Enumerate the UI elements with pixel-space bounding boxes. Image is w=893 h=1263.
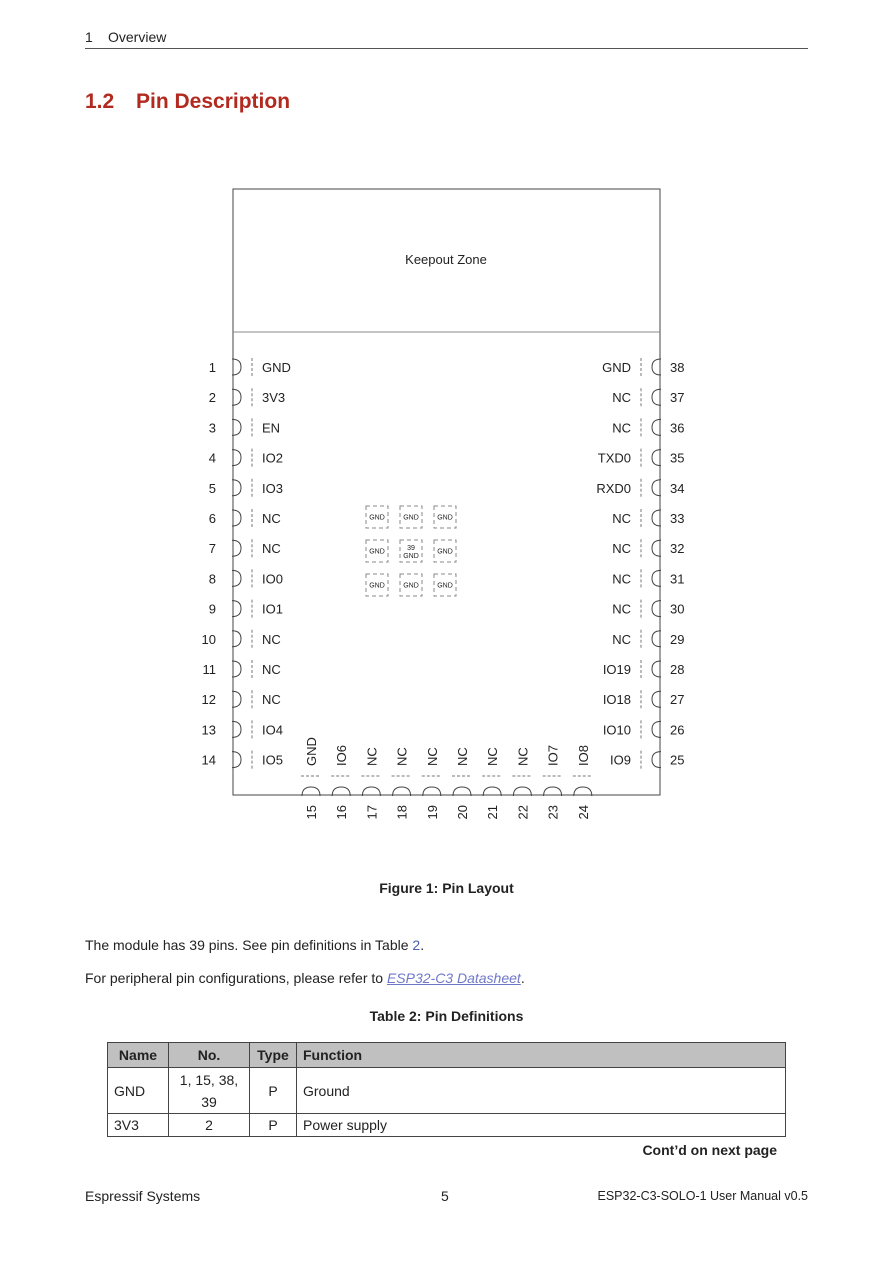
left-pin-number: 6 <box>208 511 216 526</box>
paragraph-text: The module has 39 pins. See pin definitions in Table <box>85 937 413 953</box>
thermal-pad-label: GND <box>437 548 453 556</box>
cell-no <box>169 1068 250 1114</box>
table-header-row <box>108 1043 786 1068</box>
right-pin-number: 30 <box>670 601 685 617</box>
bottom-pin-number: 15 <box>304 805 319 820</box>
thermal-pad-label: GND <box>369 582 385 590</box>
footer-company: Espressif Systems <box>85 1188 201 1204</box>
left-pin-number: 11 <box>202 662 216 677</box>
thermal-pad-label: 39 <box>407 545 415 552</box>
footer-document-title: ESP32-C3-SOLO-1 User Manual v0.5 <box>597 1189 808 1203</box>
header-chapter-number: 1 <box>85 29 93 45</box>
left-pin-name: IO2 <box>262 450 283 466</box>
right-pin-number: 31 <box>670 571 685 587</box>
left-pin-name: IO4 <box>262 722 283 738</box>
right-pin-name: GND <box>602 360 631 375</box>
left-pin-name: IO0 <box>262 571 283 587</box>
right-pin-name: NC <box>612 511 631 526</box>
bottom-pin-name: IO6 <box>334 745 350 766</box>
right-pin-name: NC <box>612 631 631 647</box>
left-pin-number: 7 <box>208 541 216 557</box>
cell-name: GND <box>108 1068 169 1114</box>
cell-type: P <box>250 1068 297 1114</box>
left-pin-name: NC <box>262 662 281 677</box>
right-pin-name: IO9 <box>610 752 631 768</box>
thermal-pad-label: GND <box>437 582 453 590</box>
bottom-pin-name: NC <box>364 747 380 766</box>
table-caption: Table 2: Pin Definitions <box>369 1008 524 1024</box>
bottom-pin-number: 17 <box>364 805 380 820</box>
datasheet-link[interactable]: ESP32-C3 Datasheet <box>386 970 521 986</box>
cell-no-line: 39 <box>201 1093 217 1110</box>
left-pin-number: 5 <box>208 480 216 496</box>
bottom-pin-name: NC <box>394 747 410 766</box>
right-pin-name: NC <box>612 571 631 587</box>
bottom-pin-name: NC <box>424 747 440 766</box>
left-pin-name: NC <box>262 692 281 708</box>
header-chapter-title: Overview <box>108 29 167 45</box>
thermal-pad-label: GND <box>369 548 385 556</box>
bottom-pin-name: IO8 <box>575 745 591 766</box>
left-pin-name: IO5 <box>262 752 283 768</box>
right-pin-number: 37 <box>670 390 685 406</box>
left-pin-name: NC <box>262 511 281 526</box>
column-header-function: Function <box>297 1043 786 1068</box>
left-pin-name: NC <box>262 631 281 647</box>
table-row <box>108 1114 786 1137</box>
bottom-pin-name: IO7 <box>545 745 561 766</box>
bottom-pin-number: 19 <box>424 805 440 820</box>
left-pin-number: 4 <box>208 450 216 466</box>
right-pin-name: IO18 <box>602 692 631 708</box>
left-pin-number: 8 <box>208 571 216 587</box>
right-pin-name: NC <box>612 541 631 557</box>
right-pin-name: IO19 <box>602 662 631 677</box>
paragraph-pin-count <box>85 937 424 953</box>
left-pin-number: 3 <box>208 420 216 436</box>
left-pin-number: 13 <box>201 722 216 738</box>
right-pin-number: 28 <box>670 662 685 677</box>
thermal-pad-label: GND <box>369 514 385 522</box>
paragraph-peripheral-config <box>85 970 525 986</box>
right-pin-name: TXD0 <box>597 450 631 466</box>
section-title: Pin Description <box>136 90 291 113</box>
paragraph-text: For peripheral pin configurations, please refer to <box>85 970 387 986</box>
bottom-pin-number: 24 <box>575 805 591 820</box>
left-pin-number: 12 <box>201 692 216 708</box>
left-pin-name: IO3 <box>262 480 283 496</box>
right-pin-number: 38 <box>670 360 685 375</box>
paragraph-text-end: . <box>520 970 525 986</box>
bottom-pin-number: 18 <box>394 805 410 820</box>
thermal-pad-label: GND <box>437 514 453 522</box>
pin-definitions-table <box>107 1042 786 1137</box>
right-pin-number: 29 <box>670 631 685 647</box>
column-header-type: Type <box>250 1043 297 1068</box>
left-pin-number: 1 <box>208 360 216 375</box>
bottom-pin-number: 23 <box>545 805 561 820</box>
right-pin-number: 33 <box>670 511 685 526</box>
cell-type: P <box>250 1114 297 1137</box>
right-pin-name: NC <box>612 420 631 436</box>
left-pin-number: 9 <box>208 601 216 617</box>
right-pin-number: 27 <box>670 692 685 708</box>
cell-no: 2 <box>169 1114 250 1137</box>
right-pin-number: 34 <box>670 480 685 496</box>
left-pin-name: 3V3 <box>262 390 286 406</box>
thermal-pad-label: GND <box>403 582 419 590</box>
footer-page-number: 5 <box>441 1188 449 1204</box>
table-row <box>108 1068 786 1114</box>
cell-function: Power supply <box>297 1114 786 1137</box>
bottom-pin-name: NC <box>455 747 470 766</box>
cell-no-line: 1, 15, 38, <box>179 1071 239 1088</box>
bottom-pin-name: GND <box>304 737 319 766</box>
left-pin-name: GND <box>262 360 291 375</box>
bottom-pin-number: 22 <box>515 805 531 820</box>
right-pin-name: NC <box>612 390 631 406</box>
column-header-no: No. <box>169 1043 250 1068</box>
right-pin-number: 32 <box>670 541 685 557</box>
cell-name: 3V3 <box>108 1114 169 1137</box>
figure-caption: Figure 1: Pin Layout <box>379 880 514 896</box>
right-pin-name: RXD0 <box>596 480 631 496</box>
cell-function: Ground <box>297 1068 786 1114</box>
section-number: 1.2 <box>85 90 115 113</box>
left-pin-number: 14 <box>201 752 216 768</box>
left-pin-name: EN <box>262 420 281 436</box>
keepout-zone-label: Keepout Zone <box>405 252 487 267</box>
table-reference-link[interactable]: 2 <box>412 937 421 953</box>
right-pin-number: 36 <box>670 420 685 436</box>
left-pin-name: NC <box>262 541 281 557</box>
right-pin-number: 26 <box>670 722 685 738</box>
right-pin-number: 35 <box>670 450 685 466</box>
left-pin-name: IO1 <box>262 601 283 617</box>
bottom-pin-name: NC <box>515 747 531 766</box>
bottom-pin-number: 20 <box>455 805 470 820</box>
bottom-pin-number: 16 <box>334 805 350 820</box>
right-pin-name: IO10 <box>602 722 631 738</box>
left-pin-number: 2 <box>208 390 216 406</box>
thermal-pad-label: GND <box>403 514 419 522</box>
column-header-name: Name <box>108 1043 169 1068</box>
bottom-pin-number: 21 <box>485 805 501 820</box>
paragraph-text-end: . <box>420 937 425 953</box>
right-pin-name: NC <box>612 601 631 617</box>
thermal-pad-label: GND <box>403 553 419 560</box>
right-pin-number: 25 <box>670 752 685 768</box>
continued-note: Cont’d on next page <box>642 1142 777 1158</box>
bottom-pin-name: NC <box>485 747 501 766</box>
left-pin-number: 10 <box>201 631 216 647</box>
